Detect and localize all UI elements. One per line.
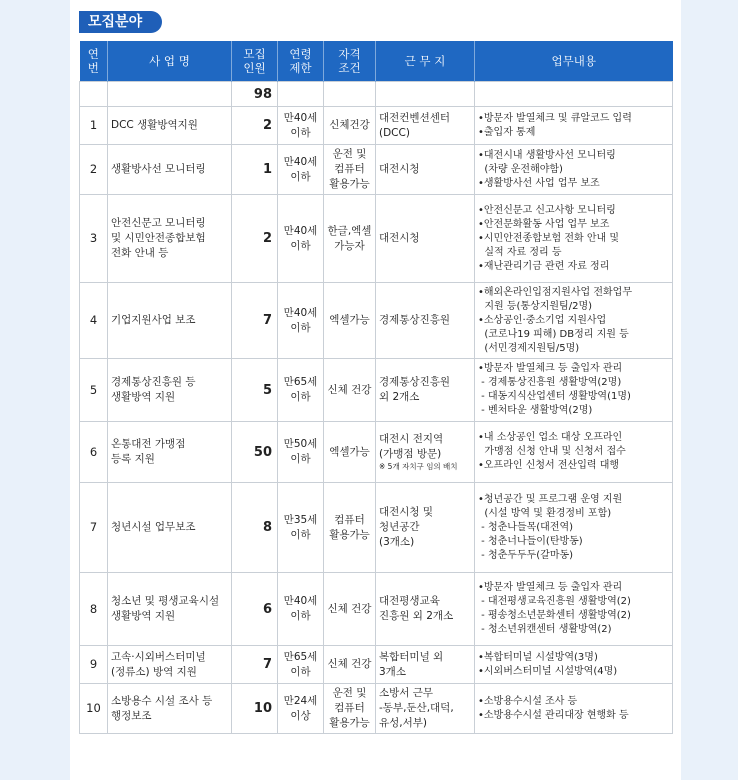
table-row [80, 359, 673, 422]
place-note: ※ 5개 자치구 임의 배치 [379, 462, 458, 471]
duty-line: •안전문화활동 사업 업무 보조 [478, 218, 610, 230]
row-name: 경제통상진흥원 등 생활방역 지원 [108, 359, 232, 422]
row-place: 대전시청 [376, 195, 475, 283]
row-name: 고속·시외버스터미널 (정류소) 방역 지원 [108, 646, 232, 684]
duty-line: (코로나19 피해) DB정리 지원 등 [478, 328, 629, 340]
row-qual: 컴퓨터 활용가능 [324, 483, 376, 573]
row-qual: 한글,엑셀 가능자 [324, 195, 376, 283]
table-row [80, 483, 673, 573]
duty-line: •안전신문고 신고사항 모니터링 [478, 204, 616, 216]
row-qual: 엑셀가능 [324, 422, 376, 483]
row-duty [475, 684, 673, 734]
duty-line: (차량 운전해야함) [478, 163, 563, 175]
row-age: 만35세 이하 [278, 483, 324, 573]
row-count: 5 [232, 359, 278, 422]
row-qual: 운전 및 컴퓨터 활용가능 [324, 684, 376, 734]
row-age: 만24세 이상 [278, 684, 324, 734]
row-age: 만40세 이하 [278, 195, 324, 283]
row-duty [475, 195, 673, 283]
duty-line: •소상공인·중소기업 지원사업 [478, 314, 607, 326]
duty-line: •대전시내 생활방사선 모니터링 [478, 149, 616, 161]
duty-line: - 경제통상진흥원 생활방역(2명) [478, 377, 622, 388]
table-row [80, 195, 673, 283]
row-age: 만40세 이하 [278, 573, 324, 646]
recruitment-card [70, 0, 681, 780]
row-name: 청소년 및 평생교육시설 생활방역 지원 [108, 573, 232, 646]
duty-line: 지원 등(통상지원팀/2명) [478, 300, 593, 312]
row-no: 9 [80, 646, 108, 684]
duty-line: 가맹점 신청 안내 및 신청서 접수 [478, 446, 626, 457]
duty-line: - 대전평생교육진흥원 생활방역(2) [478, 596, 631, 607]
row-qual: 엑셀가능 [324, 283, 376, 359]
table-row [80, 684, 673, 734]
table-header-row [80, 41, 673, 82]
duty-line: •청년공간 및 프로그램 운영 지원 [478, 493, 623, 505]
row-duty [475, 646, 673, 684]
table-row [80, 646, 673, 684]
duty-line: •소방용수시설 조사 등 [478, 695, 578, 707]
row-duty [475, 359, 673, 422]
row-place: 대전시청 [376, 145, 475, 195]
row-name: 온통대전 가맹점 등록 지원 [108, 422, 232, 483]
row-place: 대전시청 및 청년공간 (3개소) [376, 483, 475, 573]
duty-line: - 벤처타운 생활방역(2명) [478, 405, 593, 416]
row-no: 6 [80, 422, 108, 483]
row-name: 생활방사선 모니터링 [108, 145, 232, 195]
row-qual: 신체건강 [324, 107, 376, 145]
section-title-badge: 모집분야 [79, 11, 162, 33]
duty-line: •방문자 발열체크 및 큐알코드 입력 [478, 112, 632, 124]
row-place: 경제통상진흥원 [376, 283, 475, 359]
duty-line: •시외버스터미널 시설방역(4명) [478, 665, 618, 677]
duty-line: - 청춘나들목(대전역) [478, 521, 574, 533]
row-duty [475, 573, 673, 646]
row-duty [475, 483, 673, 573]
row-no: 3 [80, 195, 108, 283]
header-qual: 자격 조건 [324, 41, 376, 82]
row-no: 7 [80, 483, 108, 573]
duty-line: •내 소상공인 업소 대상 오프라인 [478, 432, 623, 443]
row-name: 소방용수 시설 조사 등 행정보조 [108, 684, 232, 734]
row-age: 만50세 이하 [278, 422, 324, 483]
total-row [80, 82, 673, 107]
duty-line: (서민경제지원팀/5명) [478, 342, 580, 354]
table-row [80, 107, 673, 145]
recruitment-table [79, 41, 673, 734]
duty-line: •방문자 발열체크 등 출입자 관리 [478, 363, 623, 374]
row-place: 경제통상진흥원 외 2개소 [376, 359, 475, 422]
row-name: 청년시설 업무보조 [108, 483, 232, 573]
row-count: 2 [232, 195, 278, 283]
duty-line: •소방용수시설 관리대장 현행화 등 [478, 709, 629, 721]
row-age: 만65세 이하 [278, 646, 324, 684]
duty-line: •시민안전종합보험 전화 안내 및 [478, 232, 620, 244]
table-row [80, 283, 673, 359]
row-no: 10 [80, 684, 108, 734]
row-no: 8 [80, 573, 108, 646]
duty-line: •복합터미널 시설방역(3명) [478, 651, 598, 663]
total-count: 98 [232, 82, 278, 107]
row-place: 소방서 근무 -동부,둔산,대덕, 유성,서부) [376, 684, 475, 734]
duty-line: - 평송청소년문화센터 생활방역(2) [478, 610, 631, 621]
header-no: 연 번 [80, 41, 108, 82]
duty-line: - 청춘두두두(갈마동) [478, 549, 574, 561]
header-name: 사 업 명 [108, 41, 232, 82]
row-no: 5 [80, 359, 108, 422]
duty-line: - 청춘너나들이(탄방동) [478, 535, 583, 547]
duty-line: •방문자 발열체크 등 출입자 관리 [478, 582, 623, 593]
row-qual: 운전 및 컴퓨터 활용가능 [324, 145, 376, 195]
row-count: 2 [232, 107, 278, 145]
row-name: DCC 생활방역지원 [108, 107, 232, 145]
row-age: 만40세 이하 [278, 283, 324, 359]
duty-line: 실적 자료 정리 등 [478, 246, 562, 258]
row-place: 대전시 전지역 (가맹점 방문) ※ 5개 자치구 임의 배치 [376, 422, 475, 483]
duty-line: (시설 방역 및 환경정비 포함) [478, 507, 612, 519]
row-duty [475, 283, 673, 359]
duty-line: •해외온라인입점지원사업 전화업무 [478, 286, 632, 298]
row-no: 2 [80, 145, 108, 195]
duty-line: •생활방사선 사업 업무 보조 [478, 177, 600, 189]
row-age: 만40세 이하 [278, 145, 324, 195]
row-duty [475, 107, 673, 145]
header-count: 모집 인원 [232, 41, 278, 82]
header-duty: 업무내용 [475, 41, 673, 82]
row-place: 대전평생교육 진흥원 외 2개소 [376, 573, 475, 646]
row-count: 7 [232, 646, 278, 684]
row-age: 만65세 이하 [278, 359, 324, 422]
row-count: 1 [232, 145, 278, 195]
row-count: 50 [232, 422, 278, 483]
row-qual: 신체 건강 [324, 359, 376, 422]
row-count: 7 [232, 283, 278, 359]
row-count: 6 [232, 573, 278, 646]
row-name: 안전신문고 모니터링 및 시민안전종합보험 전화 안내 등 [108, 195, 232, 283]
row-no: 1 [80, 107, 108, 145]
duty-line: - 청소년위캔센터 생활방역(2) [478, 624, 612, 635]
duty-line: - 대동지식산업센터 생활방역(1명) [478, 391, 631, 402]
row-no: 4 [80, 283, 108, 359]
row-qual: 신체 건강 [324, 573, 376, 646]
table-row [80, 422, 673, 483]
row-duty [475, 422, 673, 483]
row-place: 복합터미널 외 3개소 [376, 646, 475, 684]
row-name: 기업지원사업 보조 [108, 283, 232, 359]
duty-line: •출입자 통제 [478, 126, 536, 138]
duty-line: •재난관리기금 관련 자료 정리 [478, 260, 610, 272]
duty-line: •오프라인 신청서 전산입력 대행 [478, 460, 620, 471]
row-qual: 신체 건강 [324, 646, 376, 684]
row-duty [475, 145, 673, 195]
table-row [80, 145, 673, 195]
table-row [80, 573, 673, 646]
header-age: 연령 제한 [278, 41, 324, 82]
header-place: 근 무 지 [376, 41, 475, 82]
row-place: 대전컨벤션센터 (DCC) [376, 107, 475, 145]
row-count: 8 [232, 483, 278, 573]
row-count: 10 [232, 684, 278, 734]
row-age: 만40세 이하 [278, 107, 324, 145]
